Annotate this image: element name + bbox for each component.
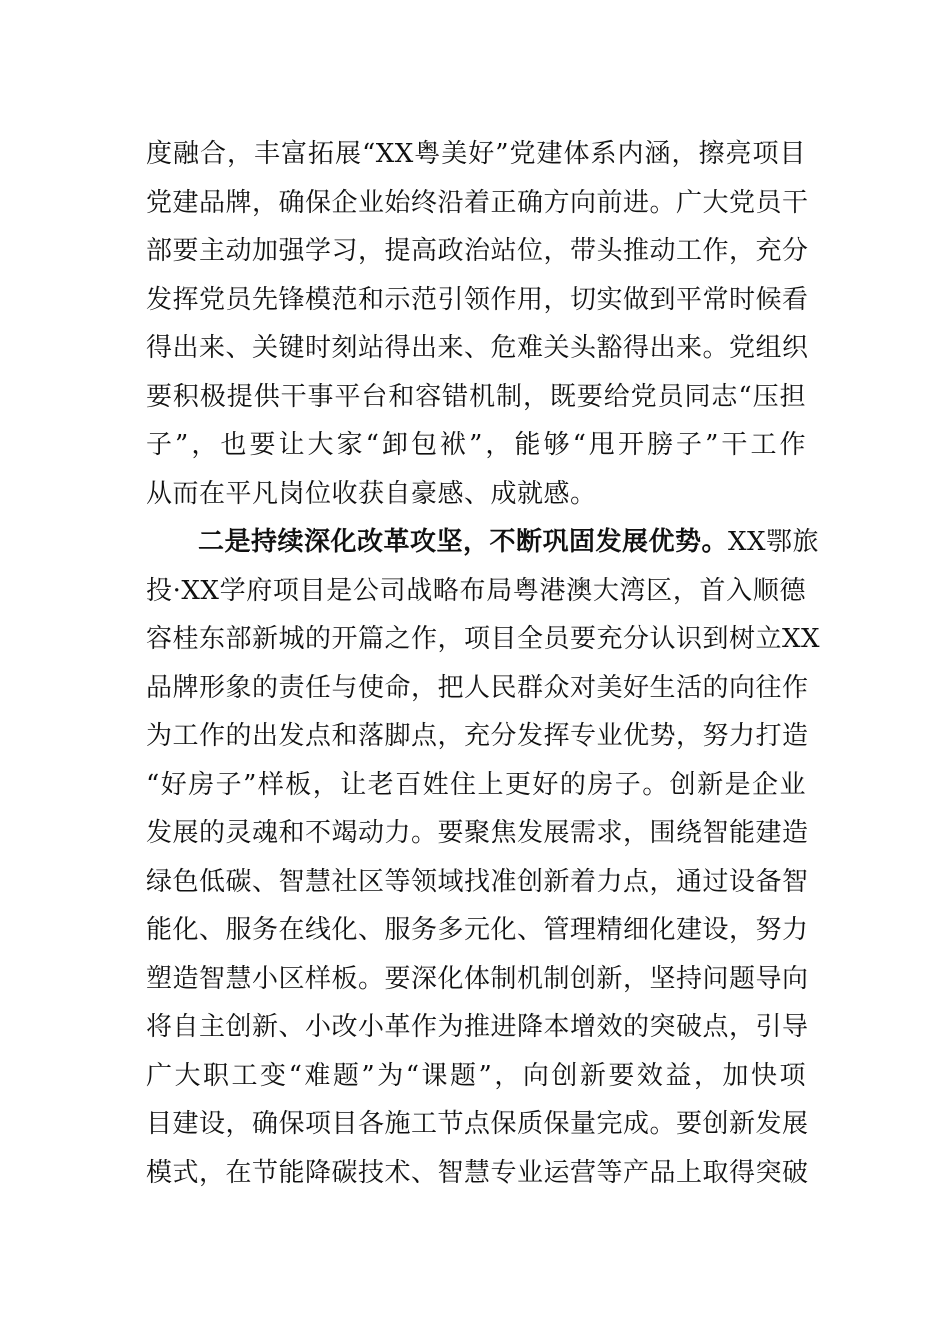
heading-line-rest: XX鄂旅 — [728, 527, 820, 557]
text-line: “好房子”样板，让老百姓住上更好的房子。创新是企业 — [146, 769, 806, 800]
paragraph-heading-line — [146, 518, 820, 567]
text-line: 投·XX学府项目是公司战略布局粤港澳大湾区，首入顺德 — [146, 575, 806, 606]
text-line: 部要主动加强学习，提高政治站位，带头推动工作，充分 — [146, 236, 809, 266]
text-line: 广大职工变“难题”为“课题”，向创新要效益，加快项 — [146, 1060, 806, 1091]
paragraph-1 — [146, 130, 809, 518]
text-line: 子”，也要让大家“卸包袱”，能够“甩开膀子”干工作 — [146, 430, 806, 460]
text-line: 将自主创新、小改小革作为推进降本增效的突破点，引导 — [146, 1012, 809, 1042]
paragraph-2 — [146, 518, 821, 1197]
text-line: 容桂东部新城的开篇之作，项目全员要充分认识到树立XX — [146, 624, 821, 654]
text-line: 目建设，确保项目各施工节点保质保量完成。要创新发展 — [146, 1109, 809, 1139]
text-line: 塑造智慧小区样板。要深化体制机制创新，坚持问题导向 — [146, 963, 809, 994]
body-text — [146, 130, 821, 1197]
text-line: 能化、服务在线化、服务多元化、管理精细化建设，努力 — [146, 915, 809, 945]
text-line: 党建品牌，确保企业始终沿着正确方向前进。广大党员干 — [146, 187, 809, 218]
text-line: 发展的灵魂和不竭动力。要聚焦发展需求，围绕智能建造 — [146, 818, 809, 848]
text-line: 发挥党员先锋模范和示范引领作用，切实做到平常时候看 — [146, 284, 809, 315]
text-line: 模式，在节能降碳技术、智慧专业运营等产品上取得突破 — [146, 1157, 809, 1188]
text-line: 度融合，丰富拓展“XX粤美好”党建体系内涵，擦亮项目 — [146, 139, 806, 169]
text-line: 为工作的出发点和落脚点，充分发挥专业优势，努力打造 — [146, 721, 809, 751]
text-line: 绿色低碳、智慧社区等领域找准创新着力点，通过设备智 — [146, 866, 809, 897]
text-line: 从而在平凡岗位收获自豪感、成就感。 — [146, 478, 597, 509]
paragraph-heading: 二是持续深化改革攻坚，不断巩固发展优势。 — [198, 527, 729, 557]
text-line: 品牌形象的责任与使命，把人民群众对美好生活的向往作 — [146, 672, 809, 703]
text-line: 得出来、关键时刻站得出来、危难关头豁得出来。党组织 — [146, 333, 809, 363]
text-line: 要积极提供干事平台和容错机制，既要给党员同志“压担 — [146, 381, 806, 412]
